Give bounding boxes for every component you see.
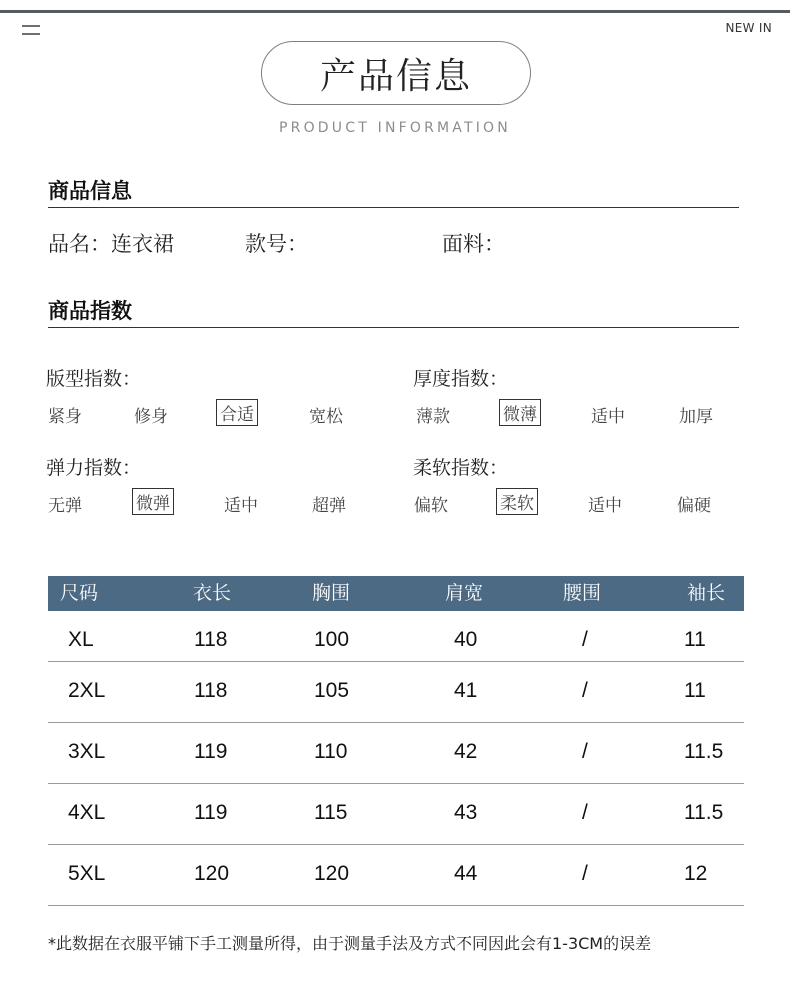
- table-cell: 120: [314, 862, 350, 885]
- new-in-label[interactable]: NEW IN: [725, 21, 772, 35]
- table-cell: 11.5: [684, 801, 724, 824]
- table-cell: 5XL: [68, 862, 106, 885]
- table-cell: 119: [194, 740, 228, 763]
- softness-option-selected: 柔软: [496, 488, 538, 515]
- table-cell: 40: [454, 628, 478, 651]
- section-divider: [48, 327, 739, 328]
- product-info-row: [48, 228, 739, 258]
- table-cell: /: [582, 740, 588, 763]
- table-cell: /: [582, 679, 588, 702]
- fit-index-label: 版型指数：: [46, 368, 142, 390]
- product-info-heading: 商品信息: [48, 179, 132, 203]
- thickness-index-label: 厚度指数：: [413, 368, 509, 390]
- table-cell: /: [582, 862, 588, 885]
- top-divider-bar: [0, 10, 790, 13]
- table-cell: 120: [194, 862, 230, 885]
- table-cell: 12: [684, 862, 708, 885]
- table-row: [48, 784, 744, 845]
- size-table-header: [48, 576, 744, 611]
- table-cell: 42: [454, 740, 478, 763]
- elasticity-option: 超弹: [312, 496, 346, 516]
- fit-option: 宽松: [309, 407, 343, 427]
- table-cell: 115: [314, 801, 348, 824]
- table-cell: 43: [454, 801, 478, 824]
- column-header: 袖长: [687, 582, 726, 604]
- table-row: [48, 845, 744, 906]
- column-header: 尺码: [60, 582, 99, 604]
- table-row: [48, 723, 744, 784]
- column-header: 胸围: [312, 582, 351, 604]
- table-cell: 11: [684, 628, 706, 651]
- menu-icon[interactable]: [22, 25, 40, 36]
- column-header: 腰围: [563, 582, 602, 604]
- table-cell: 118: [194, 628, 228, 651]
- table-row: [48, 611, 744, 662]
- product-name: 品名：连衣裙: [48, 232, 174, 256]
- measurement-footnote: *此数据在衣服平铺下手工测量所得，由于测量手法及方式不同因此会有1-3CM的误差: [48, 934, 652, 953]
- table-cell: 105: [314, 679, 350, 702]
- table-cell: 119: [194, 801, 228, 824]
- elasticity-option-selected: 微弹: [132, 488, 174, 515]
- elasticity-option: 无弹: [48, 496, 82, 516]
- table-cell: 118: [194, 679, 228, 702]
- table-cell: 2XL: [68, 679, 106, 702]
- table-row: [48, 662, 744, 723]
- table-cell: 100: [314, 628, 350, 651]
- table-cell: /: [582, 801, 588, 824]
- product-index-heading: 商品指数: [48, 299, 132, 323]
- thickness-option: 薄款: [416, 407, 450, 427]
- fit-option: 修身: [134, 407, 168, 427]
- elasticity-option: 适中: [224, 496, 258, 516]
- style-number: 款号：: [245, 232, 308, 256]
- column-header: 肩宽: [445, 582, 484, 604]
- table-cell: 11.5: [684, 740, 724, 763]
- table-cell: 44: [454, 862, 478, 885]
- fabric: 面料：: [442, 232, 505, 256]
- softness-option: 偏硬: [677, 496, 711, 516]
- table-cell: 41: [454, 679, 478, 702]
- size-table: [48, 576, 744, 906]
- section-divider: [48, 207, 739, 208]
- column-header: 衣长: [193, 582, 232, 604]
- page-title: 产品信息: [261, 41, 531, 105]
- fit-option: 紧身: [48, 407, 82, 427]
- softness-option: 适中: [588, 496, 622, 516]
- page-subtitle: PRODUCT INFORMATION: [279, 120, 511, 136]
- thickness-option: 加厚: [679, 407, 713, 427]
- softness-index-label: 柔软指数：: [413, 457, 509, 479]
- table-cell: XL: [68, 628, 94, 651]
- table-cell: 110: [314, 740, 348, 763]
- table-cell: /: [582, 628, 588, 651]
- thickness-option: 适中: [591, 407, 625, 427]
- table-cell: 11: [684, 679, 706, 702]
- thickness-option-selected: 微薄: [499, 399, 541, 426]
- softness-option: 偏软: [414, 496, 448, 516]
- table-cell: 3XL: [68, 740, 106, 763]
- fit-option-selected: 合适: [216, 399, 258, 426]
- table-cell: 4XL: [68, 801, 106, 824]
- elasticity-index-label: 弹力指数：: [46, 457, 142, 479]
